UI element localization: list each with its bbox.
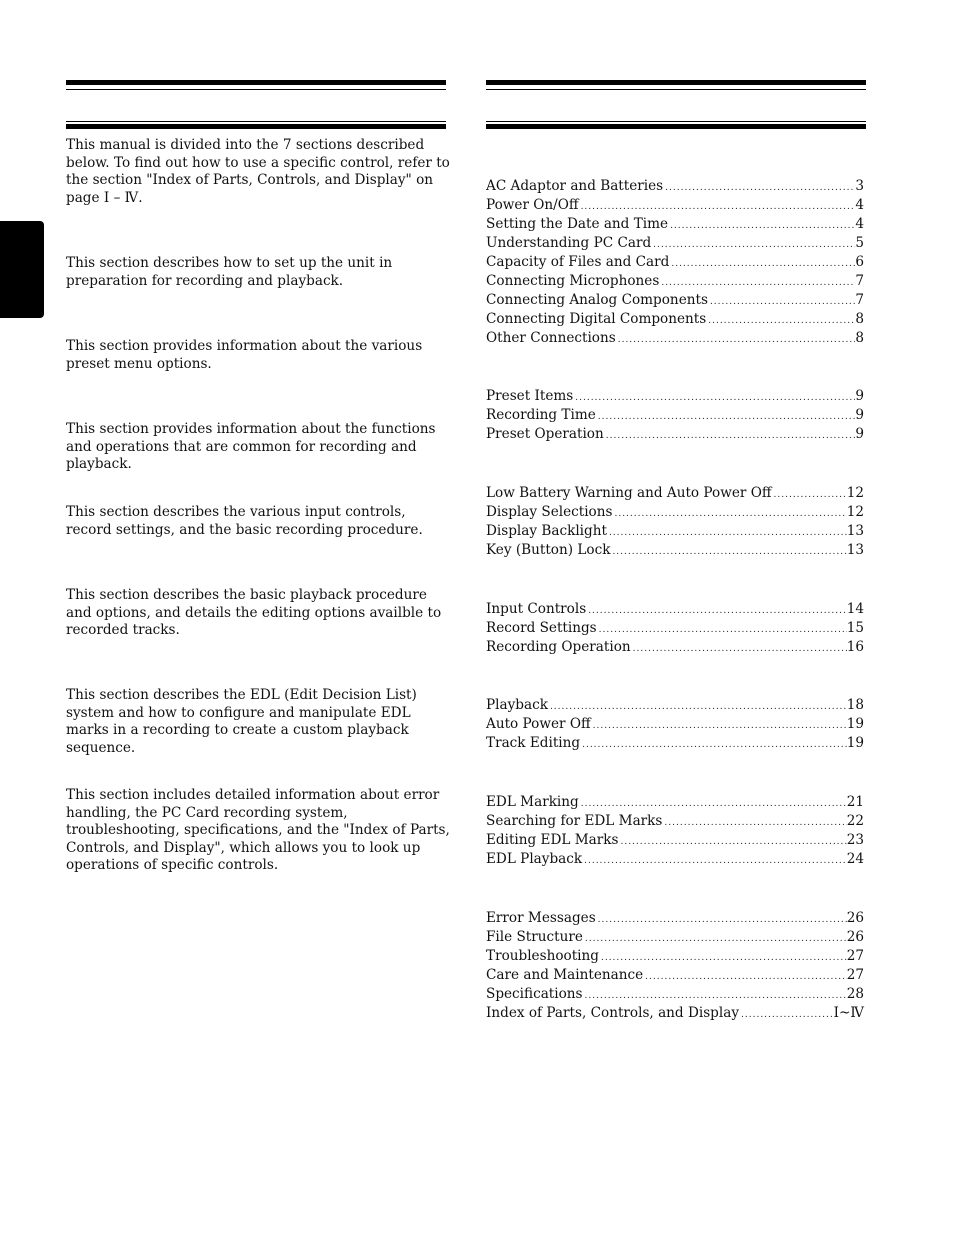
- toc-entry-page: 8: [855, 311, 864, 327]
- toc-group-5: [486, 696, 864, 753]
- toc-leader-dots: [662, 814, 846, 833]
- toc-entry[interactable]: [486, 638, 864, 657]
- section-description-2: This section provides information about the various preset menu options.: [66, 338, 423, 372]
- toc-entry-title: Understanding PC Card: [486, 235, 652, 251]
- intro-paragraph: This manual is divided into the 7 sections described below. To find out how to use a specific control, refer to the section "Index of Parts, Controls, and Display" on page Ⅰ – Ⅳ.: [66, 137, 450, 206]
- toc-leader-dots: [631, 640, 847, 659]
- toc-leader-dots: [663, 179, 855, 198]
- toc-entry[interactable]: [486, 522, 864, 541]
- toc-entry-title: Specifications: [486, 986, 583, 1002]
- toc-entry[interactable]: [486, 812, 864, 831]
- toc-entry-title: Recording Operation: [486, 639, 631, 655]
- toc-entry-page: 26: [846, 910, 864, 926]
- toc-entry-page: 15: [846, 620, 864, 636]
- section-description-3: This section provides information about the functions and operations that are common for recording and playback.: [66, 421, 436, 472]
- section-tab-marker: [0, 221, 44, 318]
- toc-leader-dots: [708, 293, 855, 312]
- toc-entry[interactable]: [486, 600, 864, 619]
- toc-entry-title: Troubleshooting: [486, 948, 599, 964]
- toc-entry[interactable]: [486, 850, 864, 869]
- left-top-rule: [66, 80, 446, 85]
- toc-entry-title: EDL Playback: [486, 851, 583, 867]
- left-top-rule-thin: [66, 89, 446, 90]
- toc-entry-page: 7: [855, 292, 864, 308]
- toc-entry-page: 13: [846, 542, 864, 558]
- toc-entry-title: Playback: [486, 697, 548, 713]
- toc-group-7: [486, 909, 864, 1023]
- toc-entry-page: 19: [846, 716, 864, 732]
- toc-entry-page: 3: [855, 178, 864, 194]
- toc-entry[interactable]: [486, 947, 864, 966]
- toc-entry-title: Preset Operation: [486, 426, 604, 442]
- toc-entry-page: 24: [846, 851, 864, 867]
- toc-leader-dots: [610, 543, 846, 562]
- toc-entry-page: 9: [855, 426, 864, 442]
- toc-entry-page: 18: [846, 697, 864, 713]
- toc-leader-dots: [591, 717, 847, 736]
- toc-leader-dots: [618, 833, 846, 852]
- toc-entry-title: Other Connections: [486, 330, 616, 346]
- toc-entry[interactable]: [486, 196, 864, 215]
- toc-group-2: [486, 387, 864, 444]
- toc-entry[interactable]: [486, 928, 864, 947]
- toc-leader-dots: [604, 427, 856, 446]
- toc-leader-dots: [668, 217, 855, 236]
- toc-group-1: [486, 177, 864, 348]
- toc-entry-title: File Structure: [486, 929, 583, 945]
- right-heading-rule: [486, 124, 866, 129]
- toc-leader-dots: [597, 621, 847, 640]
- toc-leader-dots: [548, 698, 847, 717]
- toc-entry-title: Error Messages: [486, 910, 596, 926]
- toc-entry[interactable]: [486, 272, 864, 291]
- toc-leader-dots: [573, 389, 855, 408]
- toc-entry-title: AC Adaptor and Batteries: [486, 178, 664, 194]
- toc-entry-title: Searching for EDL Marks: [486, 813, 663, 829]
- toc-entry[interactable]: [486, 734, 864, 753]
- toc-entry-page: 5: [855, 235, 864, 251]
- toc-entry[interactable]: [486, 484, 864, 503]
- toc-entry[interactable]: [486, 966, 864, 985]
- toc-leader-dots: [669, 255, 855, 274]
- toc-entry[interactable]: [486, 177, 864, 196]
- toc-entry-title: Connecting Microphones: [486, 273, 660, 289]
- left-heading-rule-thin: [66, 121, 446, 122]
- toc-entry[interactable]: [486, 234, 864, 253]
- toc-entry-page: 14: [846, 601, 864, 617]
- toc-leader-dots: [596, 408, 856, 427]
- toc-entry-page: 16: [846, 639, 864, 655]
- section-description-7: This section includes detailed information about error handling, the PC Card recording system, troubleshooting, specifications, and the "Index of Parts, Controls, and Display", which allows you to look up operations of specific controls.: [66, 787, 450, 873]
- toc-entry[interactable]: [486, 425, 864, 444]
- toc-entry[interactable]: [486, 387, 864, 406]
- toc-leader-dots: [651, 236, 855, 255]
- toc-entry-page: 12: [846, 485, 864, 501]
- section-description-5: This section describes the basic playback procedure and options, and details the editing options availble to recorded tracks.: [66, 587, 442, 638]
- toc-entry-page: 21: [846, 794, 864, 810]
- toc-entry[interactable]: [486, 291, 864, 310]
- toc-entry-page: 13: [846, 523, 864, 539]
- toc-entry[interactable]: [486, 985, 864, 1004]
- toc-entry-page: 8: [855, 330, 864, 346]
- toc-entry[interactable]: [486, 619, 864, 638]
- toc-entry[interactable]: [486, 253, 864, 272]
- toc-leader-dots: [772, 486, 847, 505]
- right-top-rule-thin: [486, 89, 866, 90]
- toc-entry[interactable]: [486, 310, 864, 329]
- toc-entry[interactable]: [486, 909, 864, 928]
- toc-leader-dots: [580, 736, 847, 755]
- toc-entry-title: Connecting Digital Components: [486, 311, 707, 327]
- toc-entry-page: 7: [855, 273, 864, 289]
- toc-entry[interactable]: [486, 503, 864, 522]
- toc-entry[interactable]: [486, 793, 864, 812]
- toc-leader-dots: [706, 312, 855, 331]
- toc-entry-title: EDL Marking: [486, 794, 579, 810]
- left-heading-rule: [66, 124, 446, 129]
- toc-entry-title: Input Controls: [486, 601, 587, 617]
- toc-entry[interactable]: [486, 696, 864, 715]
- toc-entry-page: 22: [846, 813, 864, 829]
- toc-entry-page: 6: [855, 254, 864, 270]
- toc-entry-page: 9: [855, 407, 864, 423]
- toc-leader-dots: [739, 1006, 834, 1025]
- toc-entry[interactable]: [486, 715, 864, 734]
- toc-entry-title: Low Battery Warning and Auto Power Off: [486, 485, 772, 501]
- toc-group-3: [486, 484, 864, 560]
- toc-entry-title: Record Settings: [486, 620, 597, 636]
- toc-entry-title: Recording Time: [486, 407, 596, 423]
- toc-entry-page: 23: [846, 832, 864, 848]
- toc-entry-page: 9: [855, 388, 864, 404]
- toc-entry-title: Setting the Date and Time: [486, 216, 669, 232]
- right-top-rule: [486, 80, 866, 85]
- toc-entry-page: 19: [846, 735, 864, 751]
- toc-entry-page: 12: [846, 504, 864, 520]
- toc-entry-title: Track Editing: [486, 735, 581, 751]
- toc-entry-page: 27: [846, 948, 864, 964]
- toc-entry-title: Auto Power Off: [486, 716, 591, 732]
- toc-leader-dots: [643, 968, 847, 987]
- section-description-4: This section describes the various input controls, record settings, and the basic recording procedure.: [66, 504, 423, 538]
- section-description-6: This section describes the EDL (Edit Decision List) system and how to configure and manipulate EDL marks in a recording to create a custom playback sequence.: [66, 687, 417, 756]
- toc-leader-dots: [596, 911, 847, 930]
- toc-leader-dots: [616, 331, 856, 350]
- toc-entry-title: Power On/Off: [486, 197, 579, 213]
- toc-entry[interactable]: [486, 1004, 864, 1023]
- toc-entry-title: Care and Maintenance: [486, 967, 644, 983]
- toc-entry-title: Editing EDL Marks: [486, 832, 619, 848]
- toc-entry-title: Index of Parts, Controls, and Display: [486, 1005, 740, 1021]
- toc-entry-page: Ⅰ~Ⅳ: [833, 1005, 864, 1021]
- right-heading-rule-thin: [486, 121, 866, 122]
- toc-entry-title: Key (Button) Lock: [486, 542, 611, 558]
- toc-entry-page: 27: [846, 967, 864, 983]
- toc-leader-dots: [586, 602, 847, 621]
- toc-entry[interactable]: [486, 329, 864, 348]
- toc-entry-title: Preset Items: [486, 388, 574, 404]
- toc-group-6: [486, 793, 864, 869]
- toc-leader-dots: [612, 505, 846, 524]
- toc-leader-dots: [582, 852, 847, 871]
- toc-entry-page: 28: [846, 986, 864, 1002]
- toc-entry-page: 26: [846, 929, 864, 945]
- toc-entry-title: Capacity of Files and Card: [486, 254, 670, 270]
- toc-entry-page: 4: [855, 197, 864, 213]
- toc-group-4: [486, 600, 864, 657]
- toc-entry[interactable]: [486, 215, 864, 234]
- toc-entry[interactable]: [486, 406, 864, 425]
- toc-entry[interactable]: [486, 831, 864, 850]
- toc-entry-title: Connecting Analog Components: [486, 292, 708, 308]
- toc-entry-title: Display Backlight: [486, 523, 607, 539]
- toc-leader-dots: [607, 524, 847, 543]
- section-description-1: This section describes how to set up the unit in preparation for recording and playback.: [66, 255, 393, 289]
- toc-entry-title: Display Selections: [486, 504, 613, 520]
- toc-leader-dots: [583, 930, 847, 949]
- toc-entry-page: 4: [855, 216, 864, 232]
- toc-entry[interactable]: [486, 541, 864, 560]
